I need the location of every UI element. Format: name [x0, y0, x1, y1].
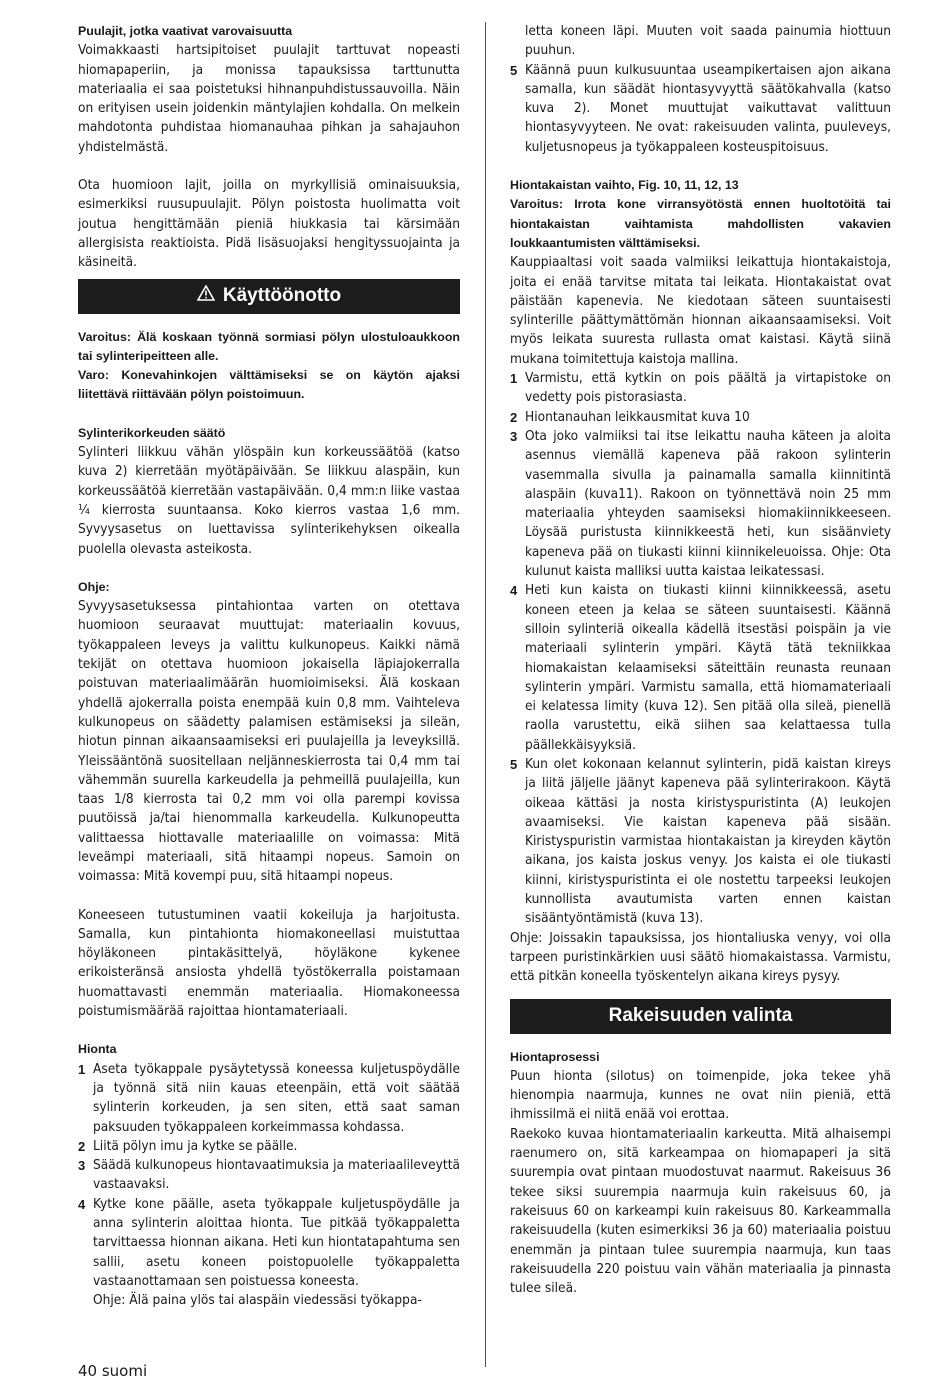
right-column	[510, 22, 891, 1298]
list-item: 5 Kun olet kokonaan kelannut sylinterin, pidä kaistan kireys ja liitä jäljelle jäänyt kapeneva pää sylinterirakoon. Käytä oikeaa kättäsi ja nosta kiristyspuristinta (A) leukojen avaamiseksi. Vie kaistan kapeneva pää sisään. Kiristyspuristin varmistaa hiontakaistan ja kireyden käytön aikana, jos kaista joskus venyy. Jos kaista ei ole tiukasti kiinni, kiristyspuristinta ei ole nostettu tarpeeksi leukojen kunnollista avautumista varten ennen kaistan sisääntyöntämistä (kuva 13).	[510, 755, 891, 927]
paragraph: Koneeseen tutustuminen vaatii kokeiluja ja harjoitusta. Samalla, kun pintahionta hiomakoneellasi muistuttaa höyläkoneen pintakäsittelyä, höyläkone kykenee erikoisteränsä ansiosta yhdellä työstökerralla poistamaan huomattavasti enemmän materiaalia. Hiomakoneessa poistumismäärää rajoittaa hiontamateriaali.	[78, 906, 460, 1020]
caution-text: Varo: Konevahinkojen välttämiseksi se on käytön ajaksi liitettävä riittävään pölyn poistoimuun.	[78, 368, 460, 402]
paragraph: Syvyysasetuksessa pintahiontaa varten on otettava huomioon seuraavat muuttujat: materiaalin kovuus, työkappaleen leveys ja valittu kulkunopeus. Kaikki nämä tekijät on otettava huomioon jokaisella läpiajokerralla poistuvan materiaalimäärän huomioimiseksi. Älä koskaan yhdellä ajokerralla poista enempää kuin 0,8 mm. Vaihteleva kulkunopeus on säädetty palamisen estämiseksi ja sileän, hiotun pinnan aikaansaamiseksi eri puulajeilla ja leveyksillä. Yleissääntönä suositellaan neljänneskierrosta tai 0,4 mm tai vähemmän suurella karkeudella ja pehmeillä puulajeilla, kun taas 1/8 kierrosta tai 0,2 mm voi olla parempi kovissa puutöissä ja/tai hienommalla karkeudella. Kulkunopeutta valittaessa hiottavalle materiaalille on voimassa: Mitä leveämpi materiaali, sitä hitaampi nopeus. Samoin on voimassa: Mitä kovempi puu, sitä hitaampi nopeus.	[78, 598, 460, 885]
numbered-list-belt-change	[510, 369, 891, 929]
section-heading-cylinder-height: Sylinterikorkeuden säätö	[78, 425, 226, 440]
list-item: 2 Hiontanauhan leikkausmitat kuva 10	[510, 408, 750, 425]
list-item: 4 Heti kun kaista on tiukasti kiinni kiinnikkeessä, asetu koneen eteen ja kelaa se säteen suuntaisesti. Käännä silloin sylinteriä oikealla kädellä itsestäsi poispäin ja vie materiaali sylinterin ympäri. Käytä tätä tekniikkaa hiomakaistan kelaamiseksi säteittäin reunasta reunaan sylinterin ympäri. Varmistu samalla, että hiomamateriaali ei kelatessa limity (kuva 12). Sen pitää olla sileä, pienellä raolla varustettu, eikä siihen saa kelattaessa tulla päällekkäisyyksiä.	[510, 582, 891, 753]
section-heading-belt-change: Hiontakaistan vaihto, Fig. 10, 11, 12, 13	[510, 178, 739, 193]
list-item: 2 Liitä pölyn imu ja kytke se päälle.	[78, 1137, 298, 1154]
section-heading-hionta: Hionta	[78, 1042, 117, 1057]
paragraph: Voimakkaasti hartsipitoiset puulajit tarttuvat nopeasti hiomapaperiin, ja monissa tapauksissa tarttunutta materiaalia ei saa poistetuksi hihnanpuhdistussauvoilla. Näin on erityisen usein joidenkin mäntylajien kohdalla. On melkein mahdotonta puhdistaa hiomanauhaa pihkan ja sahajauhon yhdistelmästä.	[78, 42, 460, 155]
paragraph: Kauppiaaltasi voit saada valmiiksi leikattuja hiontakaistoja, joita ei enää tarvitse mitata tai leikata. Hiontakaistat ovat päistään kapenevia. Ne kiedotaan säteen suuntaisesti sylinterille päättymättömän hionnan aikaansaamiseksi. Voit myös leikata suuresta rullasta omat kaistasi. Käytä siinä mukana toimitettuja kaistoja mallina.	[510, 254, 891, 367]
left-column	[78, 22, 460, 1311]
list-item: 3 Ota joko valmiiksi tai itse leikattu nauha käteen ja aloita asennus viemällä kapeneva pää rakoon sylinterin vasemmalla sivulla ja painamalla samalla kiinnitintä alaspäin (kuva11). Rakoon on työnnettävä noin 25 mm materiaalia yhteyden saamiseksi hiomakiinnikkeeseen. Löysää puristusta kiinnikkeestä heti, kun sisäänviety kapeneva pää on tiukasti kiinni kiinnikeleuoissa. Ohje: Ota kulunut kaista malliksi uutta kaistaa leikatessasi.	[510, 427, 891, 580]
note-continuation: Ohje: Älä paina ylös tai alaspäin viedessäsi työkappa-	[93, 1292, 422, 1309]
paragraph: Raekoko kuvaa hiontamateriaalin karkeutta. Mitä alhaisempi raenumero on, sitä karkeampaa on hiomapaperi ja sitä suurempia ovat pintaan muodostuvat naarmut. Rakeisuus 36 tekee siksi suurempia naarmuja kuin rakeisuus 60, ja rakeisuus 60 on karkeampi kuin rakeisuus 80. Karkeammalla rakeisuudella (kuten esimerkiksi 36 ja 60) materiaalia poistuu enemmän ja pintaan tulee suurempia naarmuja, kun taas rakeisuudella 220 poistuu vain vähän materiaalia ja pinnasta tulee sileä.	[510, 1125, 891, 1297]
list-item: 1 Aseta työkappale pysäytetyssä koneessa kuljetuspöydälle ja työnnä sitä niin kauas eteenpäin, että voit säätää sylinterin korkeuden, ja sen siten, että saat saman paksuuden työkappaleen korkeimmassa kohdassa.	[78, 1060, 460, 1135]
section-banner-kayttoonotto	[78, 279, 460, 314]
banner-title: Käyttöönotto	[222, 285, 342, 307]
list-item: 4 Kytke kone päälle, aseta työkappale kuljetuspöydälle ja anna sylinterin aloittaa hionta. Tue pitkää työkappaletta tarvittaessa hionnan aikana. Heti kun hiontatapahtuma sen sallii, asetu koneen poistopuolelle työkappaletta vastaanottamaan sen poistuessa koneesta.	[78, 1195, 460, 1289]
column-divider	[485, 22, 486, 1367]
numbered-list-hionta	[78, 1060, 460, 1292]
paragraph-note: Ohje: Joissakin tapauksissa, jos hiontaliuska venyy, voi olla tarpeen puristinkärkien uusi säätö hiomakaistassa. Varmistu, että pitkän koneella työskentelyn aikana kireys pysyy.	[510, 929, 891, 985]
list-item: 1 Varmistu, että kytkin on pois päältä ja virtapistoke on vedetty pois pistorasiasta.	[510, 370, 891, 406]
warning-triangle-icon	[197, 285, 215, 307]
section-banner-rakeisuus	[510, 999, 891, 1034]
paragraph: Ota huomioon lajit, joilla on myrkyllisiä ominaisuuksia, esimerkiksi ruusupuulajit. Pölyn poistosta huolimatta voit joutua hengittämään pieniä hiukkasia tai kärsimään allergisista reaktioista. Pidä lisäsuojaksi hengityssuojainta ja käsineitä.	[78, 177, 460, 271]
section-heading-note: Ohje:	[78, 579, 110, 594]
warning-text: Varoitus: Irrota kone virransyötöstä ennen huoltotöitä tai hiontakaistan vaihtamista mahdollisten vakavien loukkaantumisten välttämiseksi.	[510, 197, 891, 250]
section-heading-wood-types: Puulajit, jotka vaativat varovaisuutta	[78, 24, 293, 38]
list-item: 3 Säädä kulkunopeus hiontavaatimuksia ja materiaalileveyttä vastaavaksi.	[78, 1157, 460, 1193]
list-item: 5 Käännä puun kulkusuuntaa useampikertaisen ajon aikana samalla, kun säädät hiontasyvyyttä säätökahvalla (katso kuva 2). Monet muuttujat vaikuttavat valittuun hiontasyvyyteen. Ne ovat: rakeisuuden valinta, puuleveys, kuljetusnopeus ja työkappaleen kosteuspitoisuus.	[510, 61, 891, 155]
banner-title: Rakeisuuden valinta	[608, 1005, 793, 1027]
section-heading-hiontaprosessi: Hiontaprosessi	[510, 1049, 600, 1064]
note-continued: letta koneen läpi. Muuten voit saada painumia hiottuun puuhun.	[525, 23, 891, 59]
page-footer: 40 suomi	[78, 1362, 148, 1380]
numbered-list-continued	[510, 61, 891, 157]
paragraph: Sylinteri liikkuu vähän ylöspäin kun korkeussäätöä (katso kuva 2) kierretään myötäpäivään. Se liikkuu alaspäin, kun korkeussäätöä kierretään vastapäivään. 0,4 mm:n liike vastaa ¼ kierrosta suuntaansa. Koko kierros vastaa 1,6 mm. Syvyysasetus on luettavissa sylinterikehyksen oikealla puolella olevasta asteikosta.	[78, 444, 460, 557]
paragraph: Puun hionta (silotus) on toimenpide, joka tekee yhä hienompia naarmuja, kunnes ne ovat niin pieniä, että ihmissilmä ei niitä enää voi erottaa.	[510, 1067, 891, 1123]
warning-text: Varoitus: Älä koskaan työnnä sormiasi pölyn ulostuloaukkoon tai sylinteripeitteen alle.	[78, 329, 460, 363]
